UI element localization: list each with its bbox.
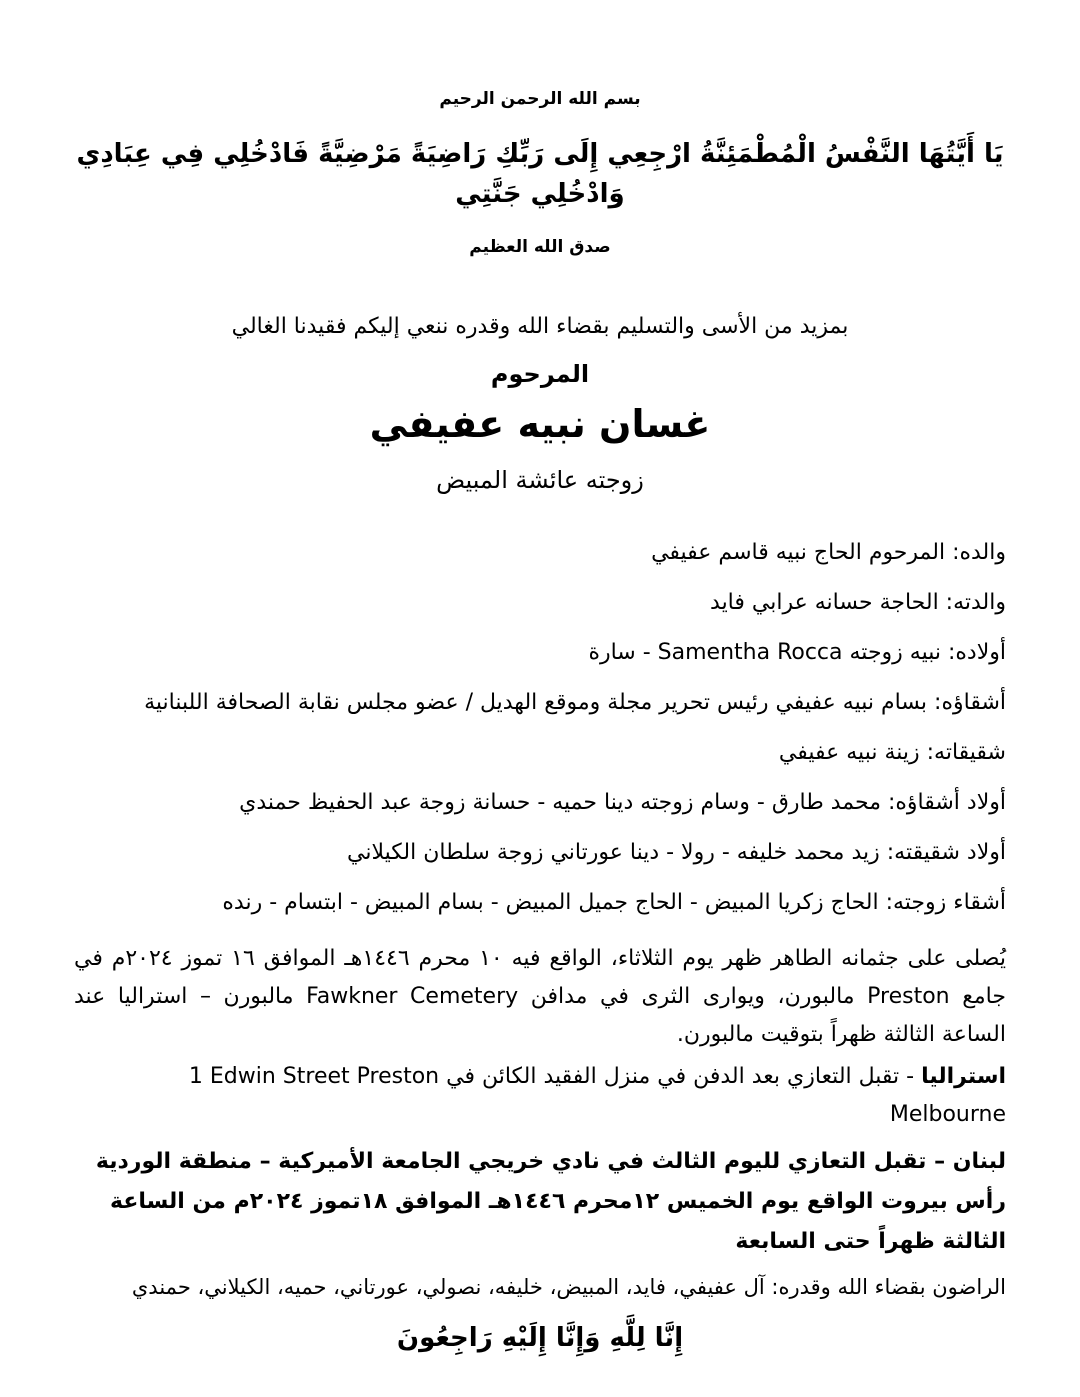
bismillah-line: بسم الله الرحمن الرحيم: [439, 89, 641, 109]
quran-verse: يَا أَيَّتُهَا النَّفْسُ الْمُطْمَئِنَّةُ ارْجِعِي إِلَى رَبِّكِ رَاضِيَةً مَرْضِيَّةً فَادْخُلِي فِي عِبَادِي وَادْخُلِي جَنَّتِي: [76, 139, 1004, 209]
family-line-sisters: شقيقاته: زينة نبيه عفيفي: [778, 740, 1006, 765]
family-line-father: والده: المرحوم الحاج نبيه قاسم عفيفي: [651, 540, 1006, 565]
australia-label: استراليا: [921, 1064, 1006, 1089]
announcement-intro: بمزيد من الأسى والتسليم بقضاء الله وقدره ننعي إليكم فقيدنا الغالي: [231, 314, 849, 339]
deceased-name: غسان نبيه عفيفي: [369, 402, 711, 446]
family-line-brothers: أشقاؤه: بسام نبيه عفيفي رئيس تحرير مجلة وموقع الهديل / عضو مجلس نقابة الصحافة اللبنانية: [144, 690, 1006, 715]
australia-condolences: [74, 1058, 1006, 1134]
accepting-families-line: الراضون بقضاء الله وقدره: آل عفيفي، فايد، المبيض، خليفه، نصولي، عورتاني، حميه، الكيلاني، حمندي: [131, 1275, 1006, 1299]
lebanon-condolences: لبنان – تقبل التعازي لليوم الثالث في نادي خريجي الجامعة الأميركية – منطقة الوردية رأس بيروت الواقع يوم الخميس ١٢محرم ١٤٤٦هـ الموافق ١٨تموز ٢٠٢٤م من الساعة الثالثة ظهراً حتى السابعة: [95, 1149, 1006, 1254]
closing-verse: إِنَّا لِلَّهِ وَإِنَّا إِلَيْهِ رَاجِعُونَ: [396, 1323, 684, 1353]
family-line-wife-siblings: أشقاء زوجته: الحاج زكريا المبيض - الحاج جميل المبيض - بسام المبيض - ابتسام - رنده: [222, 890, 1006, 915]
family-line-children: أولاده: نبيه زوجته Samentha Rocca - سارة: [588, 640, 1006, 665]
family-line-mother: والدته: الحاجة حسانه عرابي فايد: [710, 590, 1006, 615]
deceased-title: المرحوم: [490, 360, 590, 388]
sadaqa-allah-line: صدق الله العظيم: [469, 237, 611, 257]
funeral-details: يُصلى على جثمانه الطاهر ظهر يوم الثلاثاء، الواقع فيه ١٠ محرم ١٤٤٦هـ الموافق ١٦ تموز ٢٠٢٤م في جامع ‎Preston‏ مالبورن، ويوارى الثرى في مدافن ‎Fawkner Cemetery‏ مالبورن – استراليا عند الساعة الثالثة ظهراً بتوقيت مالبورن.: [74, 946, 1006, 1047]
family-line-brothers-children: أولاد أشقاؤه: محمد طارق - وسام زوجته دينا حميه - حسانة زوجة عبد الحفيظ حمندي: [239, 790, 1006, 815]
australia-condolences-text: - تقبل التعازي بعد الدفن في منزل الفقيد الكائن في ‎1 Edwin Street Preston Melbourne: [188, 1064, 1006, 1127]
family-line-sisters-children: أولاد شقيقته: زيد محمد خليفه - رولا - دينا عورتاني زوجة سلطان الكيلاني: [347, 840, 1006, 865]
family-list: [74, 538, 1006, 918]
wife-line: زوجته عائشة المبيض: [436, 466, 644, 494]
